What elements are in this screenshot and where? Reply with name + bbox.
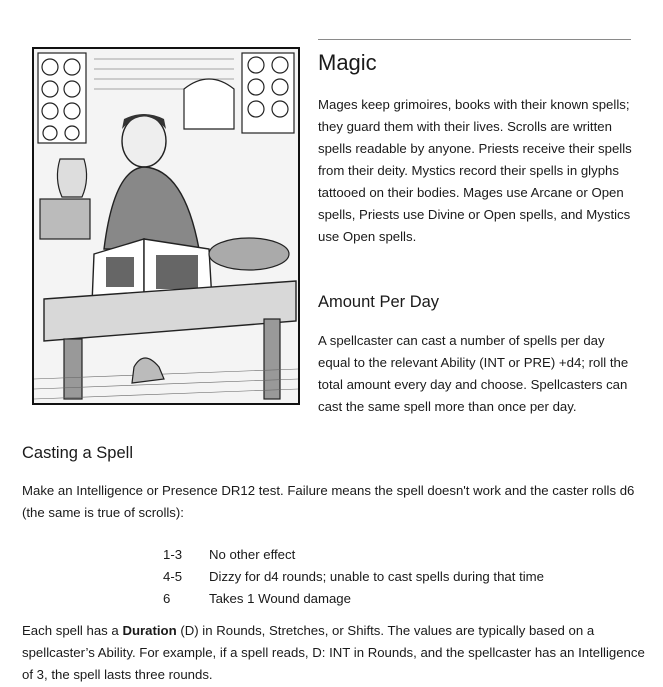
duration-text-before: Each spell has a [22,623,123,638]
roll-effect: No other effect [209,547,296,562]
amount-paragraph: A spellcaster can cast a number of spells per day equal to the relevant Ability (INT or PRE) +d4; roll the total amount every day and choose. Spellcasters can cast the same spell more than once per day. [318,333,629,414]
heading-casting-a-spell: Casting a Spell [22,444,133,462]
duration-paragraph [22,620,647,686]
roll-effect: Dizzy for d4 rounds; unable to cast spells during that time [209,569,544,584]
roll-effect: Takes 1 Wound damage [209,591,351,606]
casting-paragraph: Make an Intelligence or Presence DR12 test. Failure means the spell doesn't work and the caster rolls d6 (the same is true of scrolls): [22,483,635,520]
heading-amount-per-day: Amount Per Day [318,293,440,311]
scholar-illustration-svg [34,49,298,403]
magic-paragraph: Mages keep grimoires, books with their known spells; they guard them with their lives. Scrolls are written spells readable by anyone. Priests receive their spells from their deity. Mystics record their spells in glyphs tattooed on their bodies. Mages use Arcane or Open spells, Priests use Divine or Open spells, and Mystics use Open spells. [318,97,632,244]
table-row [163,544,544,566]
roll-value: 4-5 [163,569,183,584]
table-row [163,566,544,588]
header-divider [318,39,631,40]
duration-term: Duration [122,623,177,638]
heading-magic: Magic [318,50,377,75]
duration-text-after: (D) in Rounds, Stretches, or Shifts. The values are typically based on a spellcaster’s Ability. For example, if a spell reads, D: INT in Rounds, and the spellcaster has an Intelligence of 3, the spell lasts three rounds. [22,623,645,682]
roll-value: 1-3 [163,547,183,562]
table-row [163,588,544,610]
roll-value: 6 [163,591,171,606]
failure-table [163,544,544,610]
illustration-scholar-reading [32,47,300,405]
